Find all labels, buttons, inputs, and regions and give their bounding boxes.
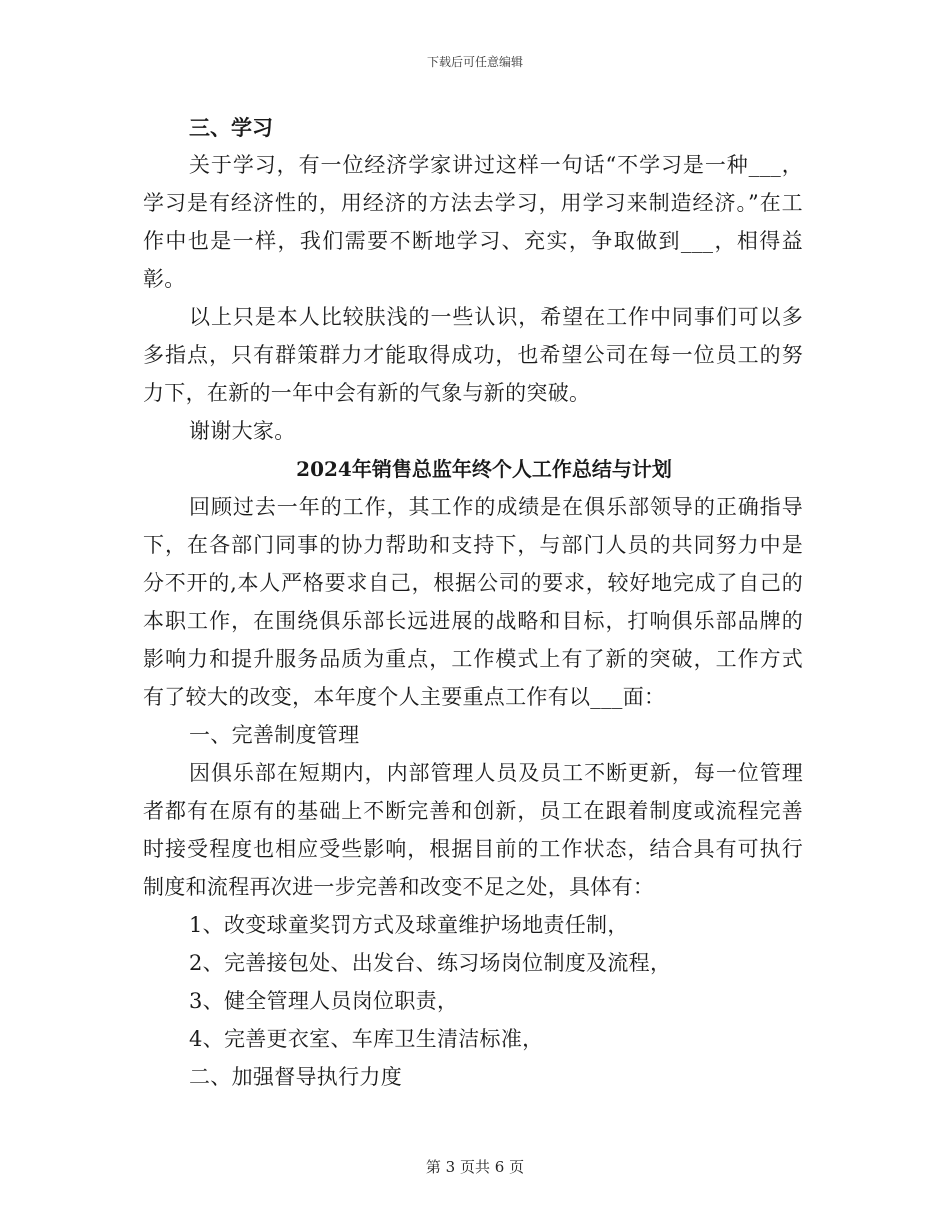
list-item: 3、健全管理人员岗位职责，	[189, 989, 459, 1013]
subheading: 二、加强督导执行力度	[189, 1065, 402, 1089]
list-item: 4、完善更衣室、车库卫生清洁标准，	[189, 1027, 544, 1051]
paragraph: 因俱乐部在短期内，内部管理人员及员工不断更新，每一位管理者都有在原有的基础上不断完善和创新，员工在跟着制度或流程完善时接受程度也相应受些影响，根据目前的工作状态，结合具有可执行制度和流程再次进一步完善和改变不足之处，具体有：	[143, 761, 803, 899]
document-title: 2024年销售总监年终个人工作总结与计划	[296, 457, 672, 481]
paragraph: 以上只是本人比较肤浅的一些认识，希望在工作中同事们可以多多指点，只有群策群力才能取得成功，也希望公司在每一位员工的努力下，在新的一年中会有新的气象与新的突破。	[143, 305, 803, 405]
page-footer: 第 3 页共 6 页	[425, 1158, 525, 1176]
list-item: 1、改变球童奖罚方式及球童维护场地责任制，	[189, 913, 629, 937]
subheading: 一、完善制度管理	[189, 723, 360, 747]
document-body	[143, 110, 803, 1096]
paragraph: 回顾过去一年的工作，其工作的成绩是在俱乐部领导的正确指导下，在各部门同事的协力帮助和支持下，与部门人员的共同努力中是分不开的,本人严格要求自己，根据公司的要求，较好地完成了自己的本职工作，在围绕俱乐部长远进展的战略和目标，打响俱乐部品牌的影响力和提升服务品质为重点，工作模式上有了新的突破，工作方式有了较大的改变，本年度个人主要重点工作有以___面：	[143, 495, 803, 709]
paragraph: 谢谢大家。	[189, 419, 296, 443]
list-item: 2、完善接包处、出发台、练习场岗位制度及流程，	[189, 951, 672, 975]
section-heading: 三、学习	[189, 115, 273, 140]
paragraph: 关于学习，有一位经济学家讲过这样一句话“不学习是一种___，学习是有经济性的，用经济的方法去学习，用学习来制造经济。”在工作中也是一样，我们需要不断地学习、充实，争取做到___，相得益彰。	[143, 153, 803, 291]
header-note: 下载后可任意编辑	[426, 55, 523, 69]
